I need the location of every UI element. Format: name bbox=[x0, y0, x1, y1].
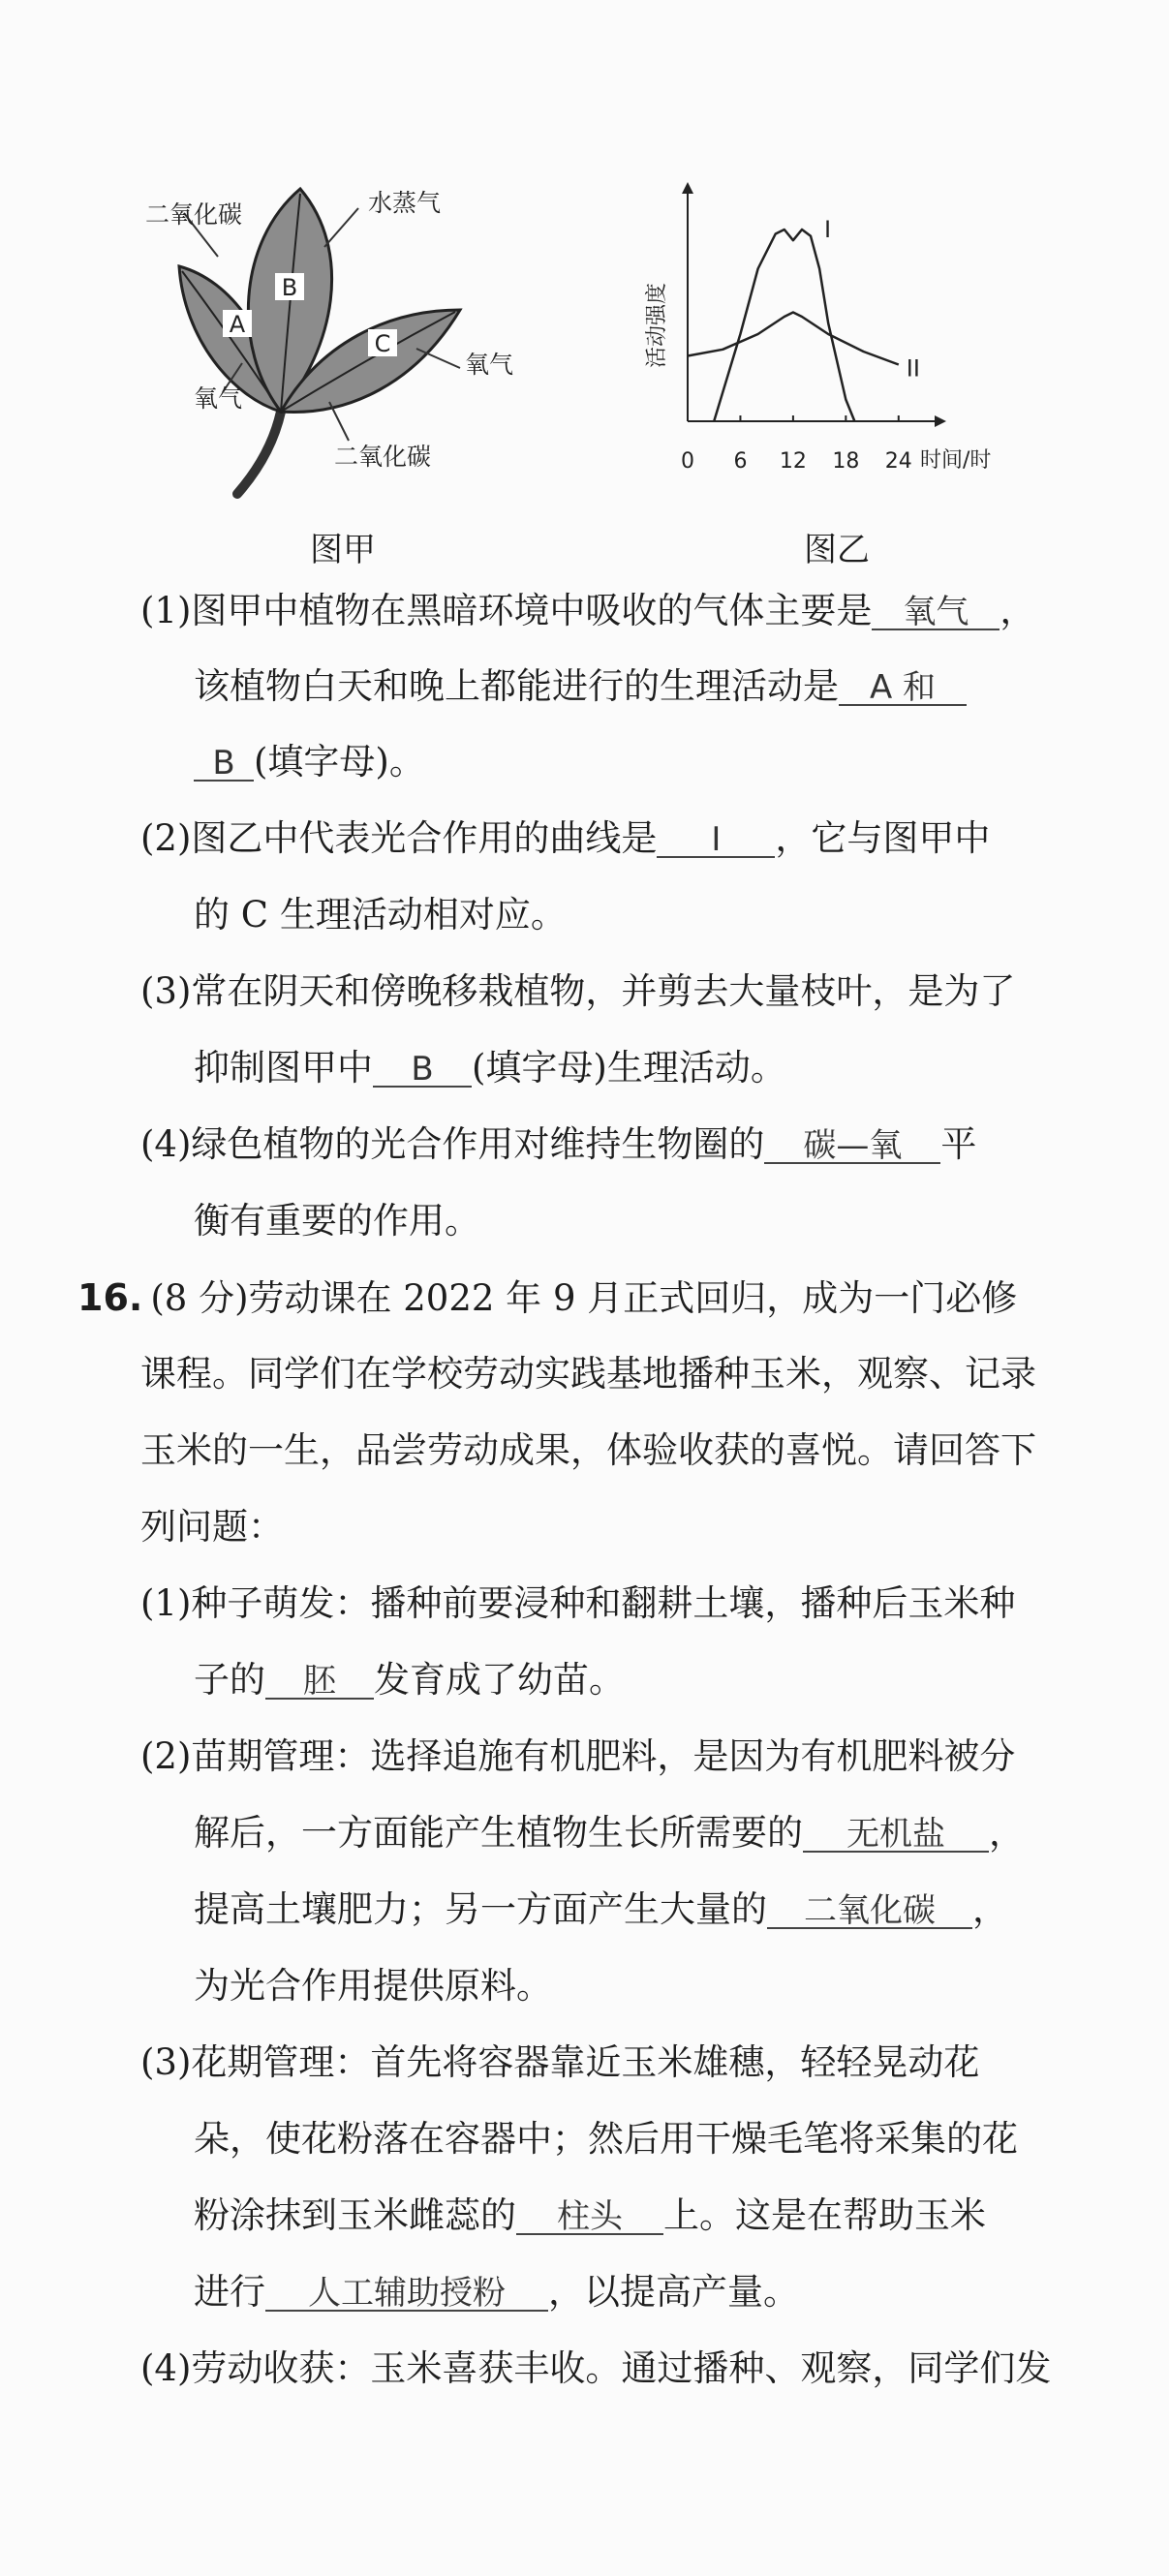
y-axis-label: 活动强度 bbox=[645, 282, 669, 368]
q15-p3-line2: 抑制图甲中 B (填字母)生理活动。 bbox=[194, 1047, 786, 1089]
caption-yi: 图乙 bbox=[804, 531, 870, 569]
o2-right-label: 氧气 bbox=[465, 351, 514, 379]
answer-blank: 胚 bbox=[265, 1665, 374, 1700]
leaf-c-label: C bbox=[374, 330, 391, 357]
x-tick-label: 24 bbox=[884, 449, 912, 474]
q15-p4-line2: 衡有重要的作用。 bbox=[194, 1200, 480, 1242]
q16-intro-line1: 16. (8 分)劳动课在 2022 年 9 月正式回归，成为一门必修 bbox=[77, 1276, 1018, 1319]
q16-p4-line1: (4)劳动收获：玉米喜获丰收。通过播种、观察，同学们发 bbox=[140, 2347, 1052, 2389]
answer-blank: Ⅰ bbox=[657, 823, 775, 858]
q15-p2-line2: 的 C 生理活动相对应。 bbox=[194, 894, 567, 935]
series-ii-label: II bbox=[906, 354, 920, 383]
q15-p3-line1: (3)常在阴天和傍晚移栽植物，并剪去大量枝叶，是为了 bbox=[140, 970, 1016, 1012]
y-axis-arrow bbox=[682, 182, 693, 194]
figure-area bbox=[126, 174, 1056, 581]
x-tick-label: 6 bbox=[733, 449, 748, 474]
series-i-label: I bbox=[824, 216, 832, 243]
o2-left-label: 氧气 bbox=[194, 384, 243, 413]
caption-jia: 图甲 bbox=[310, 531, 376, 569]
q15-p1-line1: (1)图甲中植物在黑暗环境中吸收的气体主要是 氧气 ， bbox=[140, 590, 1036, 631]
x-axis-label: 时间/时 bbox=[920, 448, 992, 473]
q16-p1-line1: (1)种子萌发：播种前要浸种和翻耕土壤，播种后玉米种 bbox=[140, 1582, 1016, 1624]
water-vapor-label: 水蒸气 bbox=[368, 189, 442, 217]
answer-blank: 氧气 bbox=[872, 596, 1000, 630]
q16-p2-line4: 为光合作用提供原料。 bbox=[194, 1965, 552, 2007]
x-tick-label: 18 bbox=[832, 449, 860, 474]
activity-chart bbox=[610, 174, 1046, 504]
answer-blank: 柱头 bbox=[516, 2200, 663, 2235]
x-tick-label: 0 bbox=[681, 449, 694, 474]
answer-blank: 无机盐 bbox=[803, 1818, 989, 1853]
answer-blank: A 和 bbox=[839, 671, 967, 706]
x-axis-arrow bbox=[935, 415, 946, 427]
q15-p1-line2: 该植物白天和晚上都能进行的生理活动是 A 和 bbox=[194, 668, 967, 706]
q15-p2-line1: (2)图乙中代表光合作用的曲线是 Ⅰ ，它与图甲中 bbox=[140, 817, 991, 859]
q16-p1-line2: 子的 胚 发育成了幼苗。 bbox=[194, 1659, 625, 1701]
q16-p2-line2: 解后，一方面能产生植物生长所需要的 无机盐 ， bbox=[194, 1812, 1025, 1854]
q15-p1-line3: B (填字母)。 bbox=[194, 744, 425, 782]
answer-blank: 人工辅助授粉 bbox=[265, 2277, 548, 2312]
answer-blank: B bbox=[194, 747, 254, 782]
answer-blank: 二氧化碳 bbox=[767, 1894, 972, 1929]
answer-blank: 碳—氧 bbox=[764, 1129, 940, 1164]
series-i-line bbox=[714, 230, 854, 421]
q16-p3-line1: (3)花期管理：首先将容器靠近玉米雄穗，轻轻晃动花 bbox=[140, 2041, 980, 2083]
q16-intro-line2: 课程。同学们在学校劳动实践基地播种玉米，观察、记录 bbox=[140, 1353, 1036, 1395]
q16-intro-line3: 玉米的一生，品尝劳动成果，体验收获的喜悦。请回答下 bbox=[140, 1429, 1036, 1471]
question-number: 16. bbox=[77, 1276, 143, 1319]
q16-p2-line1: (2)苗期管理：选择追施有机肥料，是因为有机肥料被分 bbox=[140, 1735, 1016, 1777]
series-ii-line bbox=[688, 313, 899, 365]
q15-p4-line1: (4)绿色植物的光合作用对维持生物圈的 碳—氧 平 bbox=[140, 1123, 977, 1165]
q16-p2-line3: 提高土壤肥力；另一方面产生大量的 二氧化碳 ， bbox=[194, 1888, 1008, 1930]
q16-intro-line4: 列问题： bbox=[140, 1506, 284, 1548]
q16-p3-line3: 粉涂抹到玉米雌蕊的 柱头 上。这是在帮助玉米 bbox=[194, 2194, 986, 2236]
co2-top-label: 二氧化碳 bbox=[145, 200, 243, 229]
leaf-diagram bbox=[126, 174, 571, 504]
x-tick-label: 12 bbox=[779, 449, 807, 474]
q16-p3-line2: 朵，使花粉落在容器中；然后用干燥毛笔将采集的花 bbox=[194, 2118, 1018, 2160]
leaf-a-label: A bbox=[229, 311, 246, 338]
co2-bottom-label: 二氧化碳 bbox=[334, 443, 432, 471]
answer-blank: B bbox=[373, 1053, 472, 1088]
q16-p3-line4: 进行 人工辅助授粉 ，以提高产量。 bbox=[194, 2271, 799, 2313]
leaf-b-label: B bbox=[281, 274, 298, 301]
